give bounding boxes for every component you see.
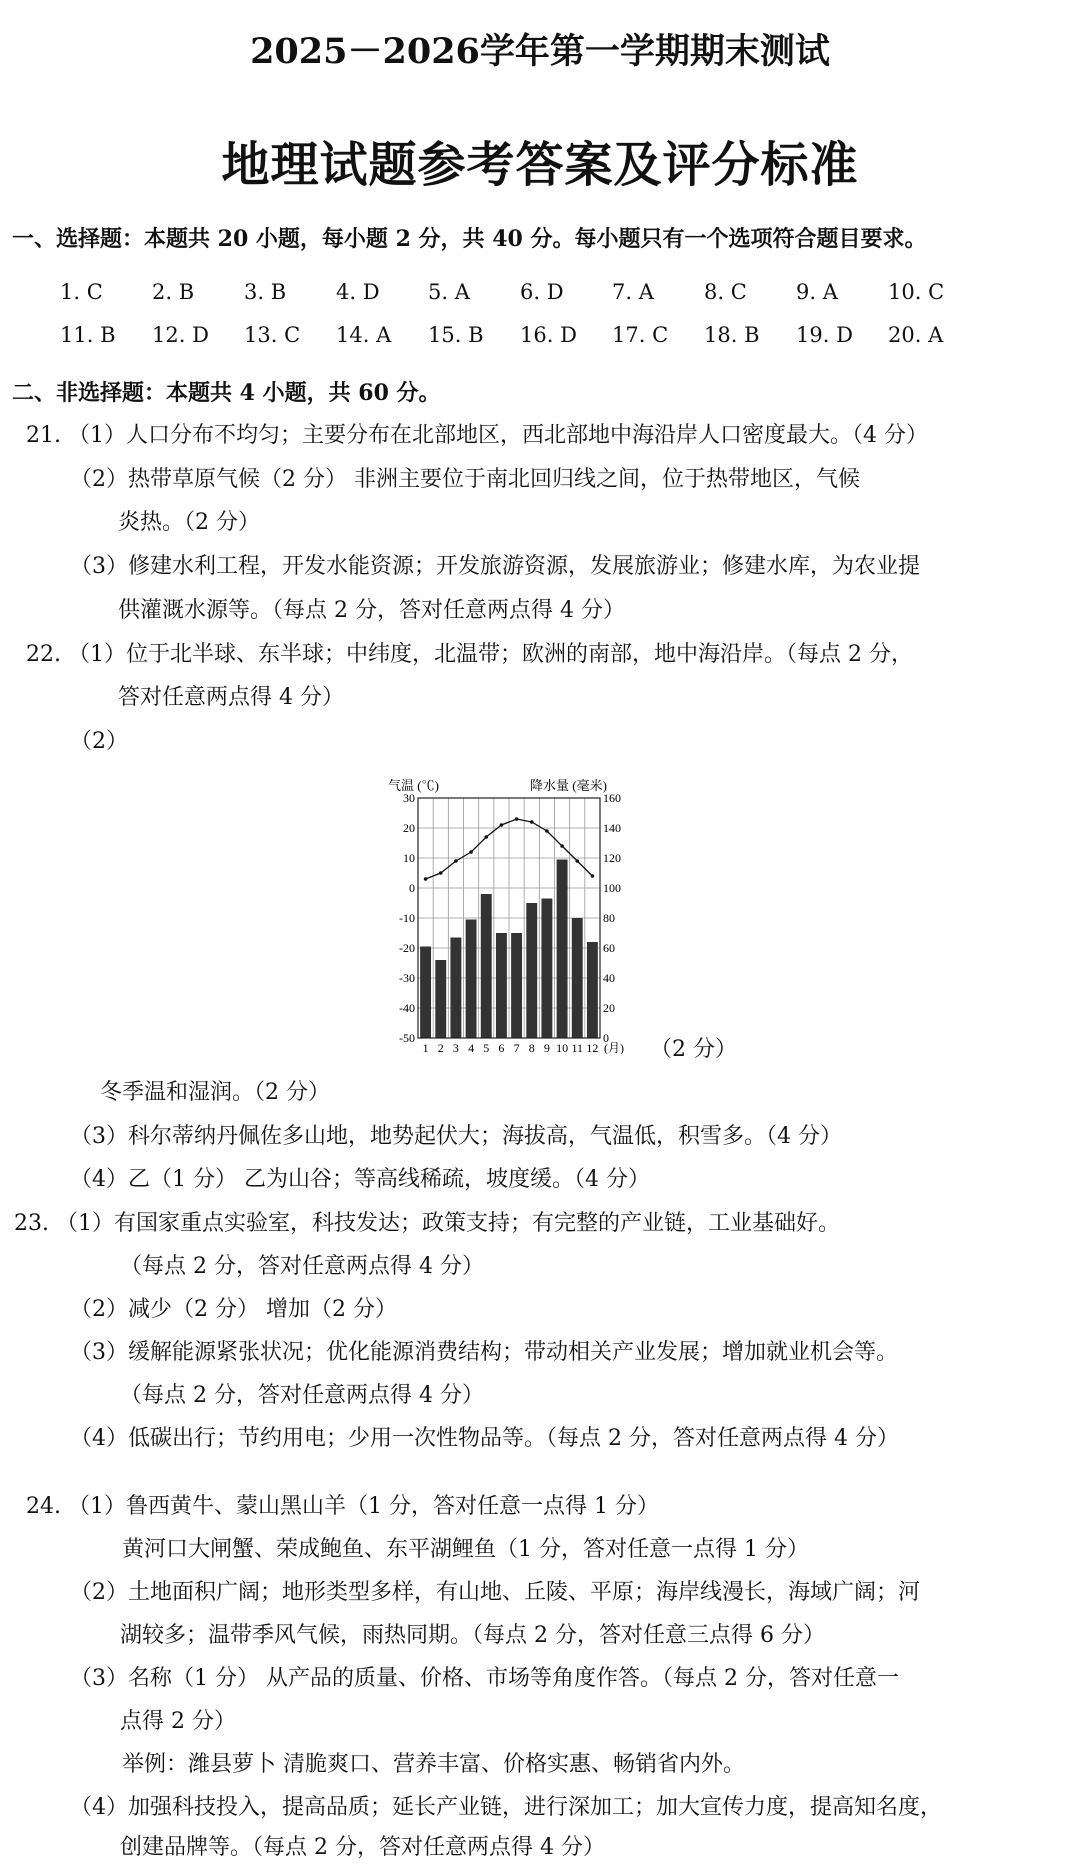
temp-point: [439, 871, 443, 875]
q22-part1: 22. （1）位于北半球、东半球；中纬度，北温带；欧洲的南部，地中海沿岸。（每点 2 分，: [26, 642, 913, 667]
answer-item: 6. D: [520, 280, 564, 304]
precip-bar: [587, 942, 598, 1038]
q23-part3-cont: （每点 2 分，答对任意两点得 4 分）: [120, 1383, 484, 1408]
precip-tick-label: 140: [603, 821, 621, 835]
temp-tick-label: -40: [399, 1001, 415, 1015]
q22-part1-cont: 答对任意两点得 4 分）: [118, 685, 344, 710]
month-tick-label: 6: [498, 1041, 505, 1054]
q24-part1: 24. （1）鲁西黄牛、蒙山黑山羊（1 分，答对任意一点得 1 分）: [26, 1494, 659, 1519]
precip-bar: [511, 933, 522, 1038]
temp-point: [454, 859, 458, 863]
answer-item: 16. D: [520, 323, 577, 347]
precip-tick-label: 80: [603, 911, 615, 925]
temp-tick-label: 0: [409, 881, 415, 895]
precip-bar: [466, 920, 477, 1039]
precip-bar: [481, 894, 492, 1038]
temp-point: [484, 835, 488, 839]
q23-part2: （2）减少（2 分） 增加（2 分）: [70, 1297, 397, 1322]
precip-tick-label: 0: [603, 1031, 609, 1045]
month-tick-label: 10: [556, 1041, 569, 1054]
answer-item: 9. A: [796, 280, 838, 304]
precip-tick-label: 100: [603, 881, 621, 895]
temp-point: [530, 820, 534, 824]
month-tick-label: 8: [528, 1041, 535, 1054]
q22-part3: （3）科尔蒂纳丹佩佐多山地，地势起伏大；海拔高，气温低，积雪多。（4 分）: [70, 1124, 842, 1149]
temp-tick-label: -20: [399, 941, 415, 955]
temp-tick-label: 20: [403, 821, 415, 835]
temp-point: [424, 877, 428, 881]
precip-bar: [435, 960, 446, 1038]
temp-point: [515, 817, 519, 821]
q21-part3: （3）修建水利工程，开发水能资源；开发旅游资源，发展旅游业；修建水库，为农业提: [70, 554, 920, 579]
q24-part4-cont: 创建品牌等。（每点 2 分，答对任意两点得 4 分）: [120, 1835, 605, 1860]
temp-point: [545, 829, 549, 833]
month-tick-label: 3: [452, 1041, 459, 1054]
answer-item: 5. A: [428, 280, 470, 304]
exam-term-title: 2025－2026学年第一学期期末测试: [250, 31, 830, 72]
precip-tick-label: 20: [603, 1001, 615, 1015]
answer-item: 14. A: [336, 323, 392, 347]
q24-part4: （4）加强科技投入，提高品质；延长产业链，进行深加工；加大宣传力度，提高知名度，: [70, 1795, 943, 1820]
temp-tick-label: 10: [403, 851, 415, 865]
temp-axis-label: 气温 (℃): [388, 778, 439, 793]
answer-item: 15. B: [428, 323, 484, 347]
answer-item: 13. C: [244, 323, 301, 347]
q24-part3: （3）名称（1 分） 从产品的质量、价格、市场等角度作答。（每点 2 分，答对任意一: [70, 1666, 899, 1691]
answer-item: 18. B: [704, 323, 760, 347]
answer-item: 17. C: [612, 323, 669, 347]
precip-tick-label: 40: [603, 971, 615, 985]
month-tick-label: 12: [586, 1041, 599, 1054]
month-tick-label: 11: [571, 1041, 584, 1054]
q23-part1: 23. （1）有国家重点实验室，科技发达；政策支持；有完整的产业链，工业基础好。: [14, 1211, 840, 1236]
q24-part3-cont: 点得 2 分）: [120, 1709, 236, 1734]
answer-item: 4. D: [336, 280, 380, 304]
precip-tick-label: 120: [603, 851, 621, 865]
month-unit-label: (月): [604, 1041, 624, 1054]
answer-item: 1. C: [60, 280, 103, 304]
temp-tick-label: -50: [399, 1031, 415, 1045]
q21-part3-cont: 供灌溉水源等。（每点 2 分，答对任意两点得 4 分）: [118, 598, 625, 623]
answer-item: 7. A: [612, 280, 654, 304]
q24-part2-cont: 湖较多；温带季风气候，雨热同期。（每点 2 分，答对任意三点得 6 分）: [120, 1623, 825, 1648]
month-tick-label: 1: [422, 1041, 429, 1054]
temp-point: [500, 823, 504, 827]
temp-tick-label: -30: [399, 971, 415, 985]
q21-part2: （2）热带草原气候（2 分） 非洲主要位于南北回归线之间，位于热带地区，气候: [70, 467, 860, 492]
answer-item: 3. B: [244, 280, 287, 304]
temp-point: [591, 874, 595, 878]
q24-part3-example: 举例：潍县萝卜 清脆爽口、营养丰富、价格实惠、畅销省内外。: [122, 1752, 745, 1777]
answer-item: 12. D: [152, 323, 209, 347]
temp-tick-label: -10: [399, 911, 415, 925]
precip-bar: [496, 933, 507, 1038]
precip-bar: [557, 860, 568, 1039]
q24-part2: （2）土地面积广阔；地形类型多样，有山地、丘陵、平原；海岸线漫长，海域广阔；河: [70, 1580, 920, 1605]
temp-point: [469, 850, 473, 854]
precip-bar: [526, 903, 537, 1038]
q22-part4: （4）乙（1 分） 乙为山谷；等高线稀疏，坡度缓。（4 分）: [70, 1167, 650, 1192]
precip-bar: [420, 947, 431, 1039]
part1-heading: 一、选择题：本题共 20 小题，每小题 2 分，共 40 分。每小题只有一个选项符合题目要求。: [12, 226, 927, 252]
answer-item: 11. B: [60, 323, 116, 347]
precip-bar: [541, 899, 552, 1039]
temp-tick-label: 30: [403, 791, 415, 805]
month-tick-label: 2: [437, 1041, 444, 1054]
precip-bar: [572, 918, 583, 1038]
climate-chart: [380, 776, 640, 1054]
part2-heading: 二、非选择题：本题共 4 小题，共 60 分。: [12, 380, 441, 406]
temp-point: [575, 859, 579, 863]
q22-part2-label: （2）: [70, 729, 128, 754]
q21-part2-cont: 炎热。（2 分）: [118, 510, 260, 535]
answer-item: 2. B: [152, 280, 195, 304]
answer-item: 20. A: [888, 323, 944, 347]
precip-bar: [450, 938, 461, 1039]
precip-tick-label: 60: [603, 941, 615, 955]
chart-score: （2 分）: [650, 1037, 737, 1062]
q23-part1-cont: （每点 2 分，答对任意两点得 4 分）: [120, 1254, 484, 1279]
month-tick-label: 7: [513, 1041, 520, 1054]
precip-tick-label: 160: [603, 791, 621, 805]
q21-part1: 21. （1）人口分布不均匀；主要分布在北部地区，西北部地中海沿岸人口密度最大。（4 分）: [26, 423, 928, 448]
q23-part4: （4）低碳出行；节约用电；少用一次性物品等。（每点 2 分，答对任意两点得 4 分）: [70, 1426, 899, 1451]
q24-part1-cont: 黄河口大闸蟹、荣成鲍鱼、东平湖鲤鱼（1 分，答对任意一点得 1 分）: [122, 1537, 809, 1562]
month-tick-label: 4: [468, 1041, 475, 1054]
answer-item: 10. C: [888, 280, 945, 304]
month-tick-label: 9: [543, 1041, 550, 1054]
document-title: 地理试题参考答案及评分标准: [221, 137, 859, 193]
month-tick-label: 5: [483, 1041, 490, 1054]
precip-axis-label: 降水量 (毫米): [530, 778, 607, 793]
temp-point: [560, 844, 564, 848]
q22-part2-answer: 冬季温和湿润。（2 分）: [100, 1080, 330, 1105]
answer-item: 8. C: [704, 280, 747, 304]
answer-item: 19. D: [796, 323, 853, 347]
q23-part3: （3）缓解能源紧张状况；优化能源消费结构；带动相关产业发展；增加就业机会等。: [70, 1340, 898, 1365]
